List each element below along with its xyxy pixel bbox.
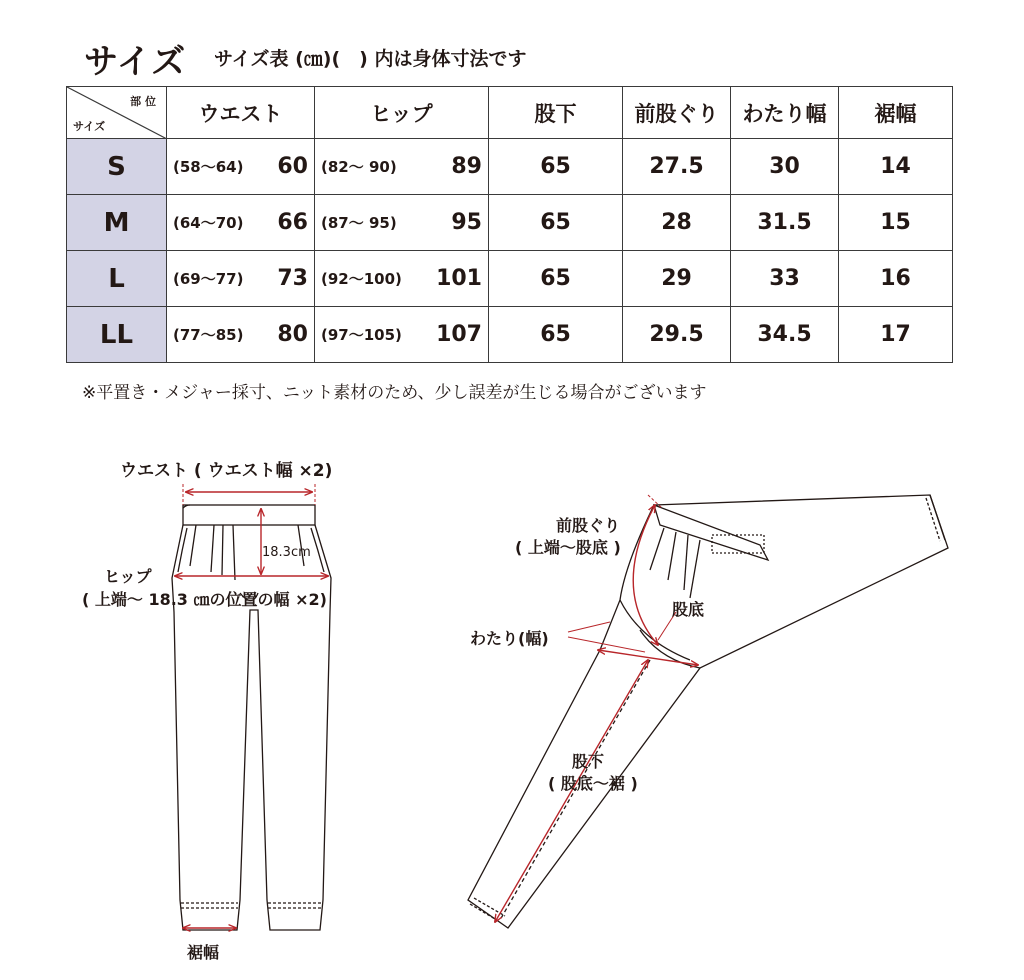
front-rise-cell: 28 (623, 195, 731, 251)
measurement-note: ※平置き・メジャー採寸、ニット素材のため、少し誤差が生じる場合がございます (82, 383, 707, 403)
size-cell: S (67, 139, 167, 195)
front-view-pants (172, 505, 331, 930)
waist-range: (77～85) (173, 326, 244, 344)
front-rise-diagram-label: 前股ぐり (556, 516, 621, 535)
column-header-front-rise: 前股ぐり (623, 87, 731, 139)
thigh-cell: 30 (731, 139, 839, 195)
thigh-cell: 31.5 (731, 195, 839, 251)
thigh-cell: 34.5 (731, 307, 839, 363)
column-header-waist: ウエスト (167, 87, 315, 139)
side-measure-lines (495, 495, 698, 922)
hip-range: (87～ 95) (321, 214, 397, 232)
column-header-inseam: 股下 (489, 87, 623, 139)
side-front-leg (468, 505, 700, 928)
waist-value: 80 (277, 322, 308, 347)
inseam-cell: 65 (489, 251, 623, 307)
hip-value: 95 (451, 210, 482, 235)
corner-part-label: 部 位 (130, 95, 156, 108)
side-view-pants (468, 495, 948, 928)
waist-range: (58～64) (173, 158, 244, 176)
waist-value: 66 (277, 210, 308, 235)
size-cell: M (67, 195, 167, 251)
thigh-cell: 33 (731, 251, 839, 307)
hem-diagram-label: 裾幅 (187, 943, 220, 962)
hem-cell: 14 (839, 139, 953, 195)
inseam-cell: 65 (489, 307, 623, 363)
page-subtitle: サイズ表 (㎝)( ) 内は身体寸法です (214, 48, 527, 70)
waist-range: (69～77) (173, 270, 244, 288)
front-waistband (183, 505, 315, 525)
corner-size-label: サイズ (73, 120, 106, 133)
waist-value: 73 (277, 266, 308, 291)
crotch-diagram-label: 股底 (672, 600, 705, 619)
side-back-leg (640, 495, 948, 668)
column-header-hip: ヒップ (315, 87, 489, 139)
page-title: サイズ (84, 42, 187, 82)
column-header-thigh: わたり幅 (731, 87, 839, 139)
hip-range: (82～ 90) (321, 158, 397, 176)
hip-value: 107 (436, 322, 482, 347)
hem-cell: 15 (839, 195, 953, 251)
rise-measure-label: 18.3cm (262, 545, 311, 560)
hip-value: 101 (436, 266, 482, 291)
waist-range: (64～70) (173, 214, 244, 232)
size-cell: L (67, 251, 167, 307)
front-rise-diagram-sub: ( 上端～股底 ) (515, 538, 621, 557)
front-rise-cell: 29.5 (623, 307, 731, 363)
size-cell: LL (67, 307, 167, 363)
hem-cell: 17 (839, 307, 953, 363)
hip-diagram-sub: ( 上端～ 18.3 ㎝の位置の幅 ×2) (82, 590, 327, 609)
waist-diagram-label: ウエスト ( ウエスト幅 ×2) (120, 461, 333, 481)
column-header-hem: 裾幅 (839, 87, 953, 139)
inseam-cell: 65 (489, 139, 623, 195)
inseam-diagram-sub: ( 股底～裾 ) (548, 774, 638, 793)
front-body-outline (172, 525, 331, 930)
front-rise-cell: 27.5 (623, 139, 731, 195)
inseam-diagram-label: 股下 (572, 752, 605, 771)
hip-diagram-label: ヒップ (104, 567, 152, 586)
inseam-cell: 65 (489, 195, 623, 251)
thigh-diagram-label: わたり(幅) (470, 629, 549, 648)
hip-range: (97～105) (321, 326, 402, 344)
front-rise-cell: 29 (623, 251, 731, 307)
hem-cell: 16 (839, 251, 953, 307)
hip-range: (92～100) (321, 270, 402, 288)
hip-value: 89 (451, 154, 482, 179)
waist-value: 60 (277, 154, 308, 179)
